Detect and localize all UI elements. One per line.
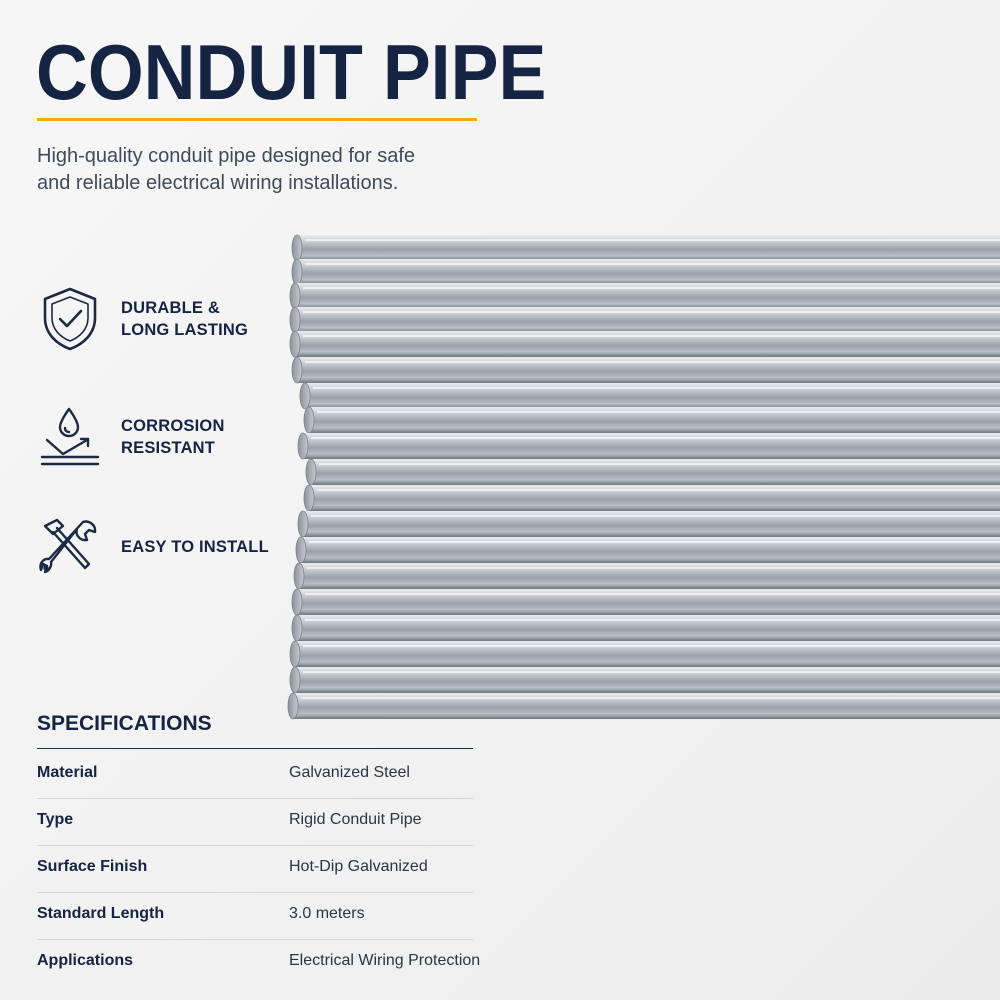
pipe [299, 563, 1000, 589]
pipe [297, 615, 1000, 641]
pipe [297, 259, 1000, 285]
feature-install [37, 514, 269, 580]
spec-row [37, 846, 473, 893]
feature-label-install: EASY TO INSTALL [121, 538, 269, 556]
spec-value: 3.0 meters [289, 905, 365, 922]
hammer-wrench-icon [37, 514, 103, 580]
pipe [301, 537, 1000, 563]
pipe-end [290, 283, 300, 309]
page-title: CONDUIT PIPE [36, 28, 547, 116]
spec-key: Surface Finish [37, 858, 148, 875]
pipe-end [292, 357, 302, 383]
feature-label-durable: DURABLE & LONG LASTING [121, 299, 249, 339]
specifications-table [37, 752, 481, 986]
specifications-divider [37, 748, 473, 749]
pipe-end [290, 307, 300, 333]
pipe-end [298, 433, 308, 459]
pipe [303, 433, 1000, 459]
pipe [309, 407, 1000, 433]
spec-row [37, 799, 473, 846]
pipe-end [298, 511, 308, 537]
pipe-end [292, 259, 302, 285]
pipe-end [296, 537, 306, 563]
pipe [311, 459, 1000, 485]
spec-key: Type [37, 811, 74, 828]
pipe [295, 283, 1000, 309]
pipe [309, 485, 1000, 511]
shield-check-icon [37, 286, 103, 352]
pipe-end [304, 485, 314, 511]
feature-durable [37, 286, 248, 352]
pipe-end [300, 383, 310, 409]
spec-value: Hot-Dip Galvanized [289, 858, 428, 875]
specifications-heading: SPECIFICATIONS [37, 712, 212, 735]
pipe [305, 383, 1000, 409]
spec-key: Standard Length [37, 905, 165, 922]
feature-corrosion [37, 404, 225, 470]
pipe [303, 511, 1000, 537]
pipe-end [306, 459, 316, 485]
pipe [297, 235, 1000, 261]
pipe [295, 667, 1000, 693]
pipe [297, 589, 1000, 615]
spec-row [37, 940, 481, 986]
product-description: High-quality conduit pipe designed for safe and reliable electrical wiring installations. [37, 145, 416, 194]
pipe-end [294, 563, 304, 589]
pipe [293, 693, 1000, 719]
pipe-end [290, 667, 300, 693]
feature-label-corrosion: CORROSION RESISTANT [121, 417, 225, 457]
pipe-end [290, 331, 300, 357]
pipe-end [288, 693, 298, 719]
pipe [295, 307, 1000, 333]
title-underline [37, 118, 477, 121]
spec-row [37, 893, 473, 940]
water-drop-resist-icon [37, 404, 103, 470]
spec-key: Applications [37, 952, 134, 969]
pipe [295, 331, 1000, 357]
spec-row [37, 752, 473, 799]
pipe-end [290, 641, 300, 667]
spec-value: Electrical Wiring Protection [289, 952, 481, 969]
spec-value: Galvanized Steel [289, 764, 410, 781]
pipe-end [292, 615, 302, 641]
conduit-pipes-image [285, 220, 1000, 725]
pipe [295, 641, 1000, 667]
pipe-end [304, 407, 314, 433]
spec-key: Material [37, 764, 98, 781]
pipe [297, 357, 1000, 383]
pipe-end [292, 235, 302, 261]
spec-value: Rigid Conduit Pipe [289, 811, 422, 828]
pipe-end [292, 589, 302, 615]
